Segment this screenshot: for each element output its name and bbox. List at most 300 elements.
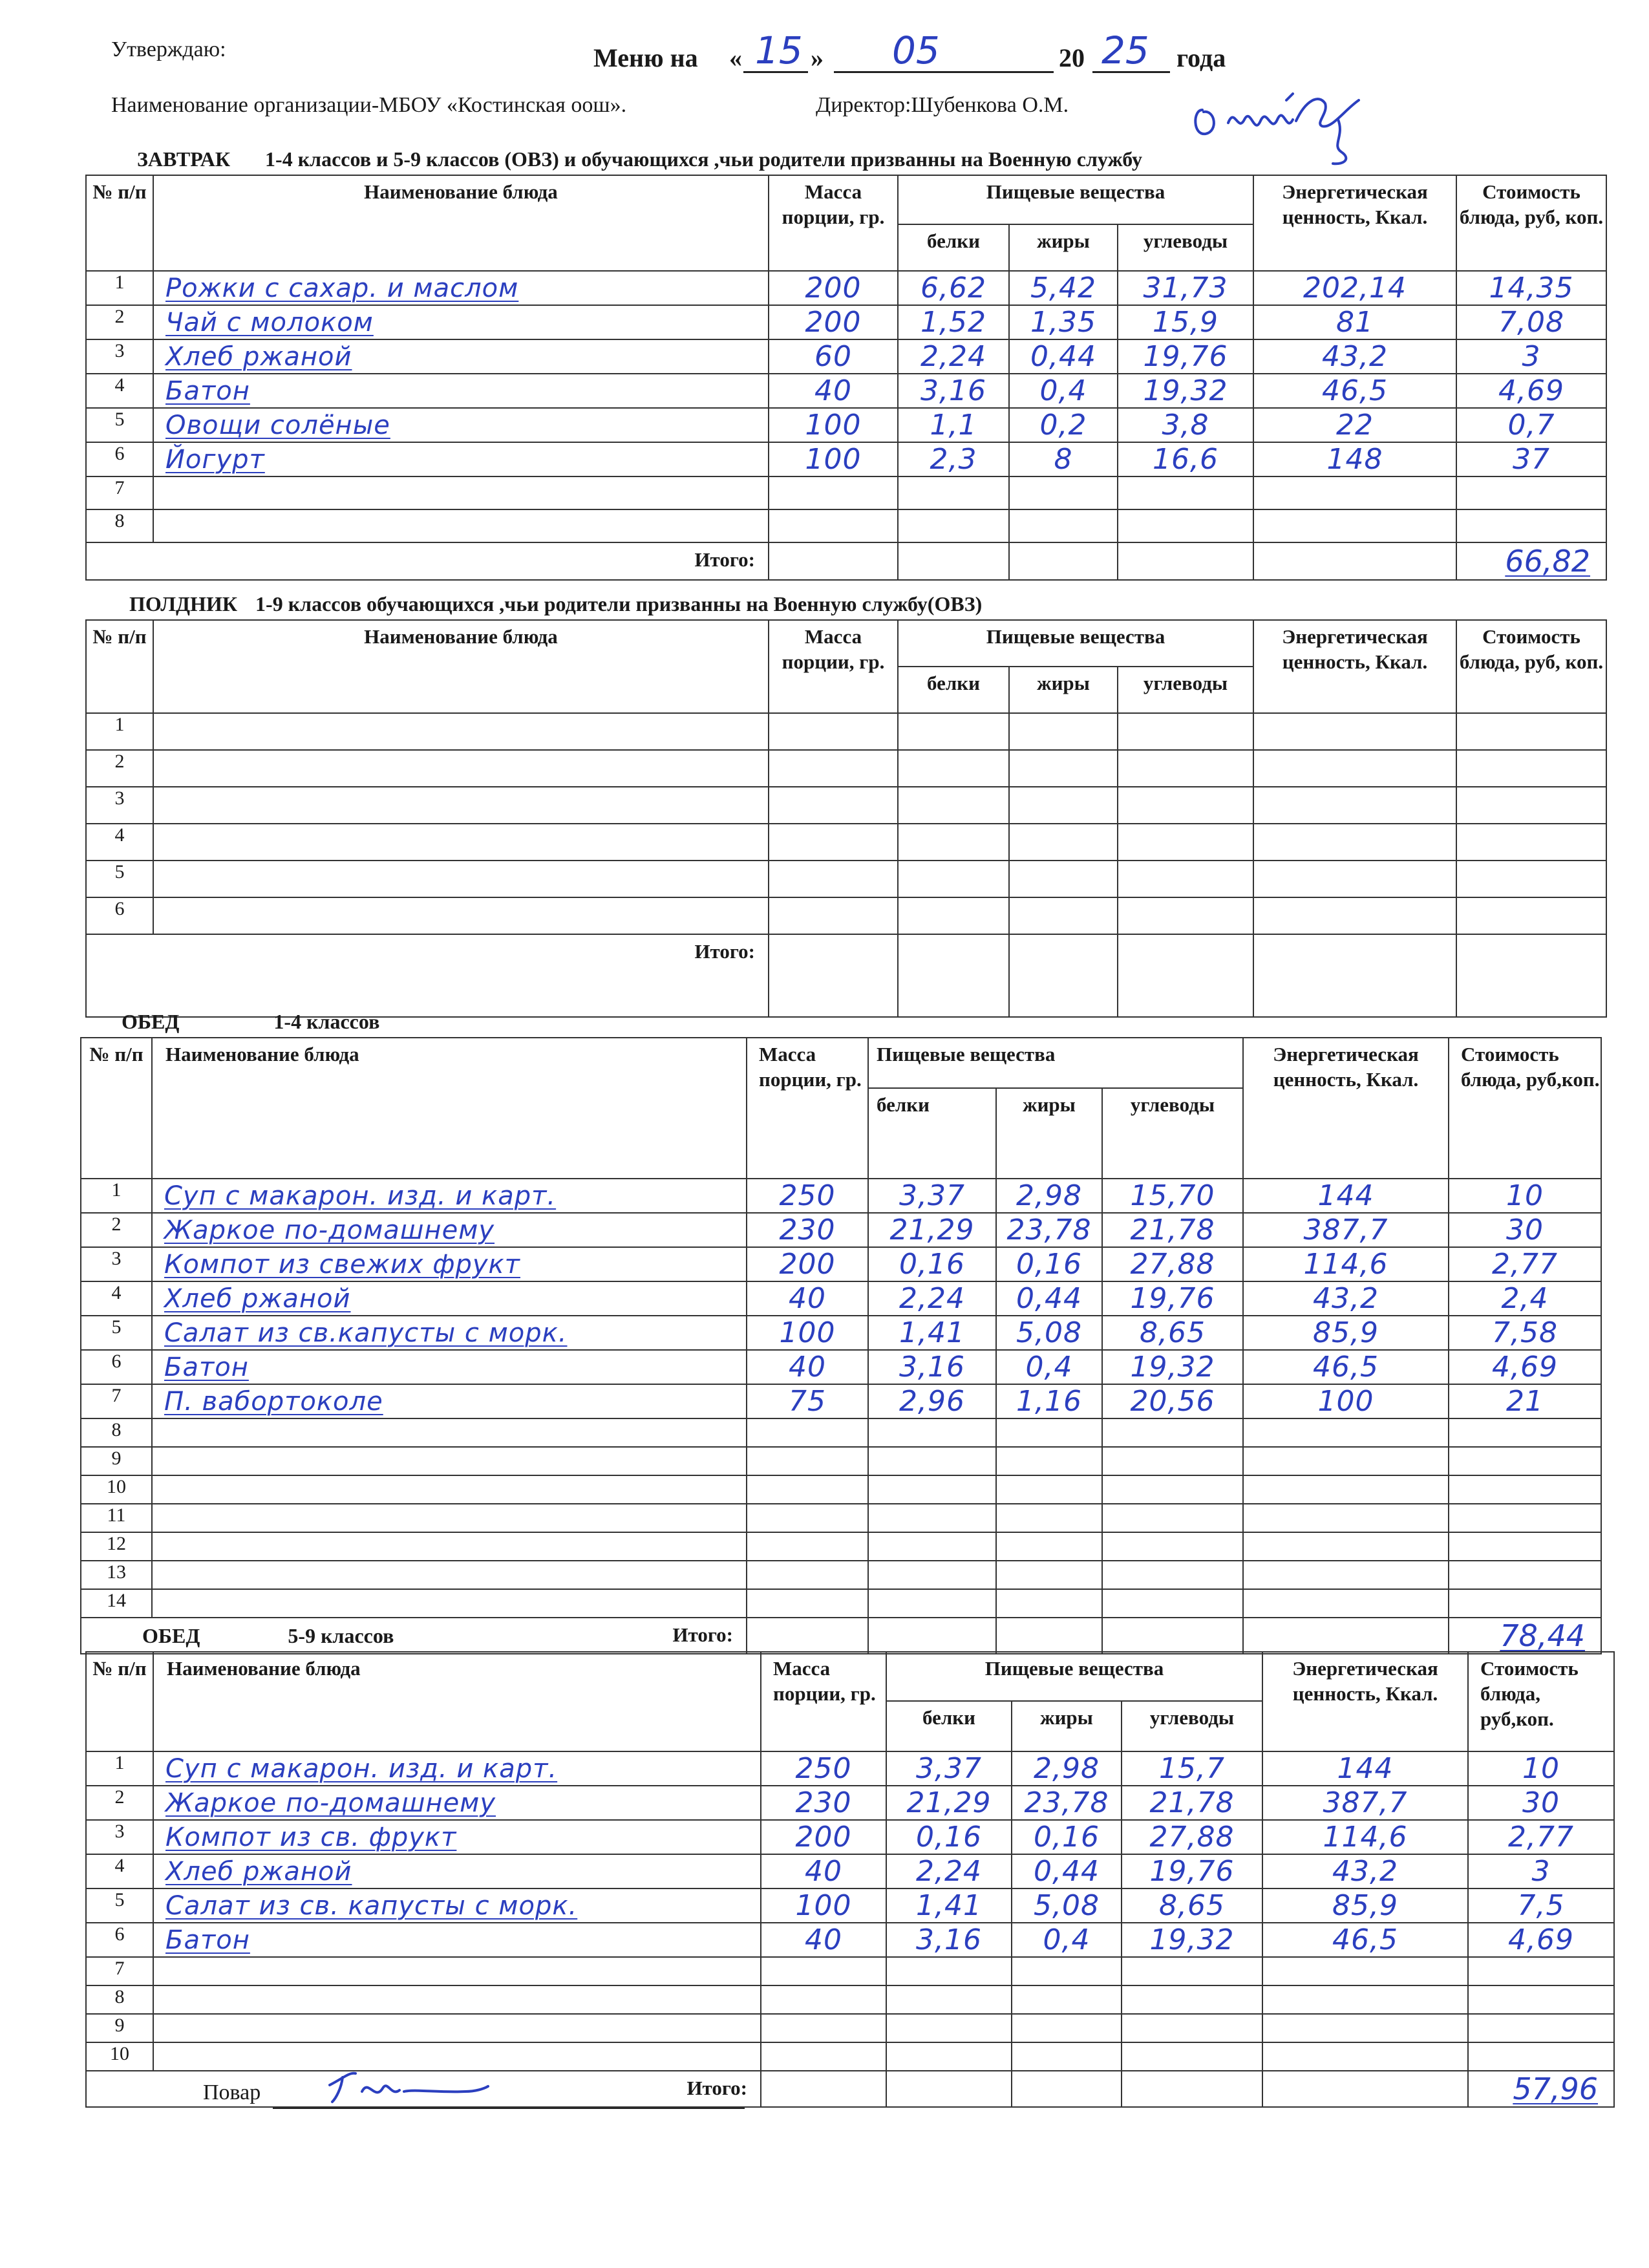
empty-cell	[1253, 750, 1456, 787]
table-row	[81, 1316, 1601, 1350]
cost-value: 10	[1468, 1751, 1614, 1786]
empty-cell	[769, 713, 898, 750]
portion-mass	[761, 1957, 886, 1985]
table-row	[86, 824, 1606, 861]
proteins-value: 2,24	[898, 339, 1009, 374]
proteins-value: 3,37	[868, 1179, 996, 1213]
row-number: 14	[81, 1589, 152, 1618]
table-row	[86, 271, 1606, 305]
empty-cell	[1009, 824, 1118, 861]
col-fats: жиры	[1009, 667, 1118, 713]
empty-cell	[1253, 824, 1456, 861]
table-row	[86, 305, 1606, 339]
lunch-1-4-title	[122, 1010, 379, 1034]
carbs-value	[1118, 476, 1253, 509]
dish-name: Йогурт	[153, 442, 769, 476]
row-number: 6	[86, 442, 153, 476]
row-number: 2	[81, 1213, 152, 1247]
dish-name	[153, 476, 769, 509]
energy-value: 148	[1253, 442, 1456, 476]
table-row	[81, 1247, 1601, 1281]
energy-value: 43,2	[1253, 339, 1456, 374]
col-carbs: углеводы	[1118, 224, 1253, 271]
portion-mass	[761, 1985, 886, 2014]
cost-value	[1468, 1985, 1614, 2014]
col-nutrients: Пищевые вещества	[898, 175, 1253, 224]
proteins-value: 3,16	[868, 1350, 996, 1384]
fats-value: 0,44	[996, 1281, 1102, 1316]
table-row	[81, 1532, 1601, 1561]
dish-name: Хлеб ржаной	[152, 1281, 747, 1316]
dish-name: Суп с макарон. изд. и карт.	[152, 1179, 747, 1213]
dish-name	[153, 1985, 761, 2014]
cost-value: 21	[1449, 1384, 1601, 1418]
carbs-value	[1122, 1957, 1262, 1985]
proteins-value: 0,16	[886, 1820, 1012, 1854]
lunch-1-4-table	[80, 1037, 1602, 1654]
fats-value	[996, 1504, 1102, 1532]
cost-value: 14,35	[1456, 271, 1606, 305]
portion-mass	[761, 2014, 886, 2042]
table-row	[86, 1957, 1614, 1985]
cost-value	[1456, 476, 1606, 509]
col-carbs: углеводы	[1102, 1088, 1243, 1179]
portion-mass	[747, 1504, 868, 1532]
menu-month: 05	[892, 28, 940, 72]
row-number: 6	[81, 1350, 152, 1384]
empty-cell	[1118, 713, 1253, 750]
empty-cell	[1456, 787, 1606, 824]
dish-name	[152, 1504, 747, 1532]
row-number: 6	[86, 1923, 153, 1957]
proteins-value: 6,62	[898, 271, 1009, 305]
row-number: 4	[81, 1281, 152, 1316]
row-number: 8	[81, 1418, 152, 1447]
empty-cell	[898, 750, 1009, 787]
portion-mass: 40	[769, 374, 898, 408]
portion-mass: 40	[747, 1350, 868, 1384]
row-number: 7	[81, 1384, 152, 1418]
col-energy: Энергетическая ценность, Ккал.	[1253, 175, 1456, 271]
table-row	[86, 374, 1606, 408]
energy-value: 85,9	[1262, 1888, 1468, 1923]
dish-name: Овощи солёные	[153, 408, 769, 442]
col-carbs: углеводы	[1122, 1701, 1262, 1751]
col-nutrients: Пищевые вещества	[868, 1038, 1243, 1088]
fats-value: 5,08	[996, 1316, 1102, 1350]
table-row	[86, 1854, 1614, 1888]
energy-value	[1262, 1957, 1468, 1985]
menu-label: Меню на	[593, 43, 698, 72]
proteins-value	[886, 1985, 1012, 2014]
proteins-value: 1,1	[898, 408, 1009, 442]
col-proteins: белки	[898, 224, 1009, 271]
month-underline	[834, 71, 1054, 73]
table-row	[86, 476, 1606, 509]
col-energy: Энергетическая ценность, Ккал.	[1253, 620, 1456, 713]
energy-value	[1262, 2042, 1468, 2071]
portion-mass: 100	[761, 1888, 886, 1923]
snack-table	[85, 619, 1607, 1018]
proteins-value: 2,3	[898, 442, 1009, 476]
empty-cell	[1456, 861, 1606, 897]
row-number: 1	[81, 1179, 152, 1213]
table-row	[86, 1786, 1614, 1820]
portion-mass: 40	[761, 1923, 886, 1957]
cost-value: 3	[1468, 1854, 1614, 1888]
table-row	[81, 1504, 1601, 1532]
energy-value	[1243, 1504, 1449, 1532]
table-row	[86, 713, 1606, 750]
col-name: Наименование блюда	[152, 1038, 747, 1179]
table-row	[86, 509, 1606, 542]
carbs-value: 8,65	[1102, 1316, 1243, 1350]
empty-cell	[1253, 787, 1456, 824]
row-number: 3	[86, 1820, 153, 1854]
fats-value	[1012, 2014, 1122, 2042]
cost-value	[1449, 1589, 1601, 1618]
fats-value	[996, 1447, 1102, 1475]
energy-value: 85,9	[1243, 1316, 1449, 1350]
cost-value: 2,77	[1468, 1820, 1614, 1854]
row-number: 11	[81, 1504, 152, 1532]
fats-value: 23,78	[996, 1213, 1102, 1247]
col-proteins: белки	[886, 1701, 1012, 1751]
row-number: 10	[86, 2042, 153, 2071]
director-name: Директор:Шубенкова О.М.	[816, 93, 1069, 117]
cost-value	[1449, 1504, 1601, 1532]
cost-value	[1456, 509, 1606, 542]
table-row	[81, 1213, 1601, 1247]
dish-name	[153, 2014, 761, 2042]
table-row	[86, 861, 1606, 897]
cost-value: 3	[1456, 339, 1606, 374]
carbs-value	[1102, 1504, 1243, 1532]
fats-value	[1009, 476, 1118, 509]
dish-name: Суп с макарон. изд. и карт.	[153, 1751, 761, 1786]
energy-value: 46,5	[1262, 1923, 1468, 1957]
dish-name: Батон	[152, 1350, 747, 1384]
proteins-value: 3,16	[886, 1923, 1012, 1957]
dish-name: Батон	[153, 1923, 761, 1957]
fats-value: 0,44	[1012, 1854, 1122, 1888]
col-fats: жиры	[996, 1088, 1102, 1179]
portion-mass: 100	[769, 408, 898, 442]
col-proteins: белки	[898, 667, 1009, 713]
fats-value: 0,16	[1012, 1820, 1122, 1854]
empty-cell	[769, 824, 898, 861]
proteins-value	[868, 1418, 996, 1447]
dish-name	[153, 509, 769, 542]
empty-cell	[1118, 750, 1253, 787]
portion-mass	[769, 476, 898, 509]
fats-value: 5,08	[1012, 1888, 1122, 1923]
proteins-value	[886, 2014, 1012, 2042]
energy-value: 387,7	[1262, 1786, 1468, 1820]
lunch-5-9-total-label: Итого:	[86, 2071, 761, 2107]
table-row	[86, 1888, 1614, 1923]
fats-value: 0,2	[1009, 408, 1118, 442]
cost-value: 7,5	[1468, 1888, 1614, 1923]
dish-name: Хлеб ржаной	[153, 1854, 761, 1888]
empty-cell	[1253, 713, 1456, 750]
empty-cell	[769, 861, 898, 897]
empty-cell	[1253, 861, 1456, 897]
col-proteins: белки	[868, 1088, 996, 1179]
portion-mass	[747, 1589, 868, 1618]
proteins-value: 21,29	[868, 1213, 996, 1247]
empty-cell	[898, 787, 1009, 824]
row-number: 7	[86, 1957, 153, 1985]
dish-name: Чай с молоком	[153, 305, 769, 339]
empty-cell	[769, 787, 898, 824]
cost-value: 4,69	[1468, 1923, 1614, 1957]
proteins-value	[886, 2042, 1012, 2071]
lunch-1-4-subtitle: 1-4 классов	[273, 1010, 380, 1033]
carbs-value: 27,88	[1102, 1247, 1243, 1281]
empty-cell	[1456, 824, 1606, 861]
menu-year: 25	[1101, 28, 1149, 72]
fats-value: 1,16	[996, 1384, 1102, 1418]
dish-name: Батон	[153, 374, 769, 408]
empty-cell	[898, 824, 1009, 861]
col-cost: Стоимость блюда, руб,коп.	[1449, 1038, 1601, 1179]
table-row	[81, 1447, 1601, 1475]
energy-value: 114,6	[1262, 1820, 1468, 1854]
portion-mass: 100	[747, 1316, 868, 1350]
proteins-value	[868, 1589, 996, 1618]
energy-value	[1253, 509, 1456, 542]
breakfast-subtitle: 1-4 классов и 5-9 классов (ОВЗ) и обучающихся ,чьи родители призванны на Военную службу	[265, 147, 1143, 171]
empty-cell	[1009, 713, 1118, 750]
dish-name: Салат из св.капусты с морк.	[152, 1316, 747, 1350]
lunch-1-4-total-label: Итого:	[81, 1618, 747, 1654]
col-num: № п/п	[86, 175, 153, 271]
row-number: 9	[86, 2014, 153, 2042]
fats-value: 2,98	[1012, 1751, 1122, 1786]
snack-subtitle: 1-9 классов обучающихся ,чьи родители призванны на Военную службу(ОВЗ)	[255, 592, 983, 615]
quote-close: »	[811, 43, 824, 72]
empty-cell	[1009, 861, 1118, 897]
energy-value: 43,2	[1243, 1281, 1449, 1316]
portion-mass: 200	[747, 1247, 868, 1281]
snack-title-main: ПОЛДНИК	[129, 592, 238, 615]
energy-value: 387,7	[1243, 1213, 1449, 1247]
empty-cell	[898, 897, 1009, 934]
carbs-value: 27,88	[1122, 1820, 1262, 1854]
fats-value	[1012, 1985, 1122, 2014]
portion-mass: 200	[769, 305, 898, 339]
carbs-value	[1122, 1985, 1262, 2014]
proteins-value: 1,52	[898, 305, 1009, 339]
dish-name: Компот из свежих фрукт	[152, 1247, 747, 1281]
empty-cell	[898, 861, 1009, 897]
empty-cell	[1118, 787, 1253, 824]
carbs-value: 21,78	[1102, 1213, 1243, 1247]
cook-label: Повар	[203, 2081, 261, 2104]
energy-value	[1243, 1447, 1449, 1475]
empty-cell	[153, 750, 769, 787]
fats-value	[996, 1561, 1102, 1589]
portion-mass	[747, 1447, 868, 1475]
proteins-value	[898, 509, 1009, 542]
col-energy: Энергетическая ценность, Ккал.	[1243, 1038, 1449, 1179]
lunch-5-9-rows	[86, 1751, 1614, 2071]
portion-mass	[769, 509, 898, 542]
breakfast-total-value: 66,82	[1456, 542, 1606, 580]
row-number: 3	[81, 1247, 152, 1281]
col-nutrients: Пищевые вещества	[886, 1652, 1262, 1701]
row-number: 8	[86, 1985, 153, 2014]
cost-value: 30	[1468, 1786, 1614, 1820]
carbs-value	[1122, 2014, 1262, 2042]
energy-value: 81	[1253, 305, 1456, 339]
carbs-value: 15,7	[1122, 1751, 1262, 1786]
breakfast-title	[137, 147, 1142, 171]
energy-value: 144	[1243, 1179, 1449, 1213]
cost-value	[1449, 1447, 1601, 1475]
snack-total-value	[1456, 934, 1606, 1017]
cost-value	[1468, 1957, 1614, 1985]
dish-name: Хлеб ржаной	[153, 339, 769, 374]
empty-cell	[153, 787, 769, 824]
carbs-value: 19,32	[1102, 1350, 1243, 1384]
breakfast-total-label: Итого:	[86, 542, 769, 580]
empty-cell	[153, 897, 769, 934]
proteins-value: 3,37	[886, 1751, 1012, 1786]
lunch-5-9-table	[85, 1651, 1615, 2108]
carbs-value	[1102, 1418, 1243, 1447]
dish-name	[152, 1418, 747, 1447]
empty-cell	[1118, 897, 1253, 934]
col-mass: Масса порции, гр.	[769, 175, 898, 271]
row-number: 2	[86, 1786, 153, 1820]
cost-value	[1449, 1418, 1601, 1447]
table-row	[86, 1985, 1614, 2014]
row-number: 4	[86, 1854, 153, 1888]
table-row	[81, 1281, 1601, 1316]
col-name: Наименование блюда	[153, 175, 769, 271]
organization-name: Наименование организации-МБОУ «Костинская оош».	[111, 93, 627, 117]
row-number: 5	[86, 408, 153, 442]
carbs-value	[1118, 509, 1253, 542]
empty-cell	[1118, 861, 1253, 897]
portion-mass: 250	[761, 1751, 886, 1786]
proteins-value	[868, 1475, 996, 1504]
carbs-value: 15,70	[1102, 1179, 1243, 1213]
cost-value	[1449, 1561, 1601, 1589]
portion-mass: 40	[761, 1854, 886, 1888]
breakfast-rows	[86, 271, 1606, 542]
row-number: 1	[86, 1751, 153, 1786]
fats-value	[996, 1475, 1102, 1504]
dish-name	[152, 1475, 747, 1504]
dish-name	[152, 1589, 747, 1618]
energy-value: 46,5	[1243, 1350, 1449, 1384]
year-word: года	[1176, 43, 1226, 72]
row-number: 9	[81, 1447, 152, 1475]
table-row	[86, 442, 1606, 476]
energy-value: 202,14	[1253, 271, 1456, 305]
proteins-value: 0,16	[868, 1247, 996, 1281]
table-row	[86, 1923, 1614, 1957]
row-number: 2	[86, 750, 153, 787]
portion-mass: 250	[747, 1179, 868, 1213]
empty-cell	[153, 861, 769, 897]
row-number: 5	[81, 1316, 152, 1350]
row-number: 1	[86, 713, 153, 750]
proteins-value	[868, 1561, 996, 1589]
col-num: № п/п	[86, 620, 153, 713]
empty-cell	[1009, 897, 1118, 934]
col-energy: Энергетическая ценность, Ккал.	[1262, 1652, 1468, 1751]
proteins-value	[898, 476, 1009, 509]
carbs-value: 19,76	[1102, 1281, 1243, 1316]
row-number: 1	[86, 271, 153, 305]
cost-value: 4,69	[1456, 374, 1606, 408]
portion-mass: 200	[769, 271, 898, 305]
carbs-value: 31,73	[1118, 271, 1253, 305]
proteins-value: 1,41	[886, 1888, 1012, 1923]
carbs-value: 19,32	[1122, 1923, 1262, 1957]
carbs-value	[1122, 2042, 1262, 2071]
portion-mass: 230	[761, 1786, 886, 1820]
empty-cell	[153, 824, 769, 861]
cost-value: 7,58	[1449, 1316, 1601, 1350]
breakfast-table	[85, 175, 1607, 581]
proteins-value	[868, 1532, 996, 1561]
carbs-value	[1102, 1561, 1243, 1589]
fats-value	[1012, 2042, 1122, 2071]
dish-name	[152, 1532, 747, 1561]
portion-mass: 60	[769, 339, 898, 374]
table-row	[81, 1561, 1601, 1589]
row-number: 4	[86, 374, 153, 408]
snack-rows	[86, 713, 1606, 934]
fats-value: 5,42	[1009, 271, 1118, 305]
empty-cell	[898, 713, 1009, 750]
dish-name	[152, 1447, 747, 1475]
empty-cell	[153, 713, 769, 750]
fats-value: 0,4	[1009, 374, 1118, 408]
table-row	[81, 1475, 1601, 1504]
empty-cell	[769, 750, 898, 787]
energy-value	[1243, 1418, 1449, 1447]
row-number: 3	[86, 787, 153, 824]
lunch-1-4-total-value: 78,44	[1449, 1618, 1601, 1654]
year-prefix: 20	[1059, 43, 1085, 72]
lunch-5-9-total-value: 57,96	[1468, 2071, 1614, 2107]
quote-open: «	[729, 43, 742, 72]
energy-value	[1243, 1532, 1449, 1561]
cost-value: 10	[1449, 1179, 1601, 1213]
carbs-value	[1102, 1532, 1243, 1561]
fats-value: 23,78	[1012, 1786, 1122, 1820]
proteins-value: 2,24	[868, 1281, 996, 1316]
director-signature	[1189, 74, 1377, 171]
dish-name: Салат из св. капусты с морк.	[153, 1888, 761, 1923]
table-row	[86, 897, 1606, 934]
empty-cell	[1009, 787, 1118, 824]
proteins-value: 2,96	[868, 1384, 996, 1418]
table-row	[81, 1350, 1601, 1384]
fats-value: 2,98	[996, 1179, 1102, 1213]
energy-value	[1253, 476, 1456, 509]
dish-name: Компот из св. фрукт	[153, 1820, 761, 1854]
approve-label: Утверждаю:	[111, 37, 226, 61]
cost-value: 7,08	[1456, 305, 1606, 339]
col-mass: Масса порции, гр.	[769, 620, 898, 713]
